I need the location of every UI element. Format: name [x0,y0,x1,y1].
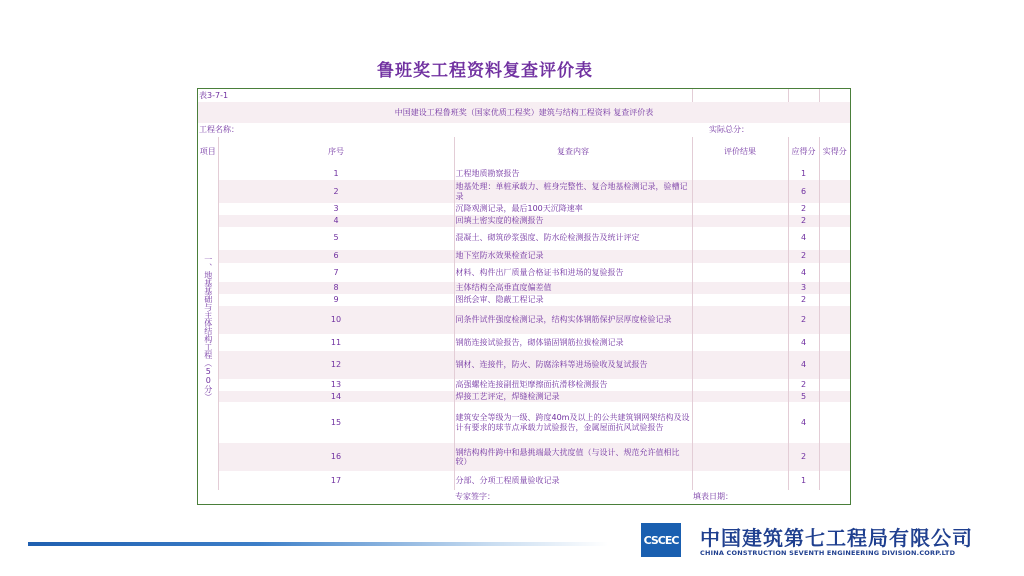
row-number: 12 [218,351,454,379]
header-due-score: 应得分 [788,137,819,167]
row-result [692,282,788,294]
row-number: 4 [218,215,454,227]
row-due-score: 5 [788,391,819,403]
row-actual-score [819,203,850,215]
row-content: 高强螺栓连接副扭矩摩擦面抗滑移检测报告 [454,379,692,391]
row-result [692,391,788,403]
row-actual-score [819,351,850,379]
footer-accent-line [28,542,608,546]
row-due-score: 1 [788,167,819,180]
row-number: 2 [218,180,454,203]
row-actual-score [819,379,850,391]
row-result [692,203,788,215]
row-actual-score [819,167,850,180]
header-item: 项目 [198,137,218,167]
row-number: 14 [218,391,454,403]
row-due-score: 4 [788,227,819,250]
header-seq: 序号 [218,137,454,167]
row-number: 1 [218,167,454,180]
row-result [692,250,788,263]
row-actual-score [819,215,850,227]
row-result [692,215,788,227]
row-result [692,227,788,250]
table-row [198,282,850,294]
row-due-score: 2 [788,294,819,306]
row-content: 钢材、连接件，防火、防腐涂料等进场验收及复试报告 [454,351,692,379]
row-number: 8 [218,282,454,294]
row-content: 沉降观测记录，最后100天沉降速率 [454,203,692,215]
row-result [692,334,788,351]
table-row [198,263,850,283]
table-row [198,391,850,403]
table-row [198,471,850,490]
table-row [198,402,850,443]
row-actual-score [819,282,850,294]
row-due-score: 4 [788,402,819,443]
row-due-score: 1 [788,471,819,490]
row-number: 9 [218,294,454,306]
row-actual-score [819,334,850,351]
row-content: 混凝土、砌筑砂浆强度、防水砼检测报告及统计评定 [454,227,692,250]
actual-total-label: 实际总分： [709,124,749,134]
header-actual-score: 实得分 [822,147,847,157]
row-actual-score [819,294,850,306]
row-result [692,351,788,379]
row-result [692,402,788,443]
row-actual-score [819,263,850,283]
row-result [692,294,788,306]
row-number: 7 [218,263,454,283]
row-result [692,167,788,180]
row-actual-score [819,443,850,471]
section-label: 一、地基基础与主体结构工程（50分） [198,167,218,490]
row-actual-score [819,180,850,203]
table-row [198,294,850,306]
row-content: 分部、分项工程质量验收记录 [454,471,692,490]
header-result: 评价结果 [692,137,788,167]
row-result [692,180,788,203]
row-content: 钢结构构件跨中和悬挑端最大扰度值（与设计、规范允许值相比较） [454,443,692,471]
row-actual-score [819,402,850,443]
row-result [692,263,788,283]
row-content: 图纸会审、隐蔽工程记录 [454,294,692,306]
table-row [198,203,850,215]
row-number: 10 [218,306,454,334]
row-content: 建筑安全等级为一级、跨度40m及以上的公共建筑钢网架结构及设计有要求的球节点承载力试验报告，金属屋面抗风试验报告 [454,402,692,443]
row-content: 地下室防水效果检查记录 [454,250,692,263]
row-due-score: 2 [788,379,819,391]
fill-date-label: 填表日期： [693,492,733,502]
row-content: 地基处理：单桩承载力、桩身完整性、复合地基检测记录，验槽记录 [454,180,692,203]
table-number: 表3-7-1 [198,89,692,102]
company-logo [641,523,681,557]
row-due-score: 4 [788,263,819,283]
row-actual-score [819,227,850,250]
row-number: 6 [218,250,454,263]
row-actual-score [819,391,850,403]
row-content: 材料、构件出厂质量合格证书和进场的复验报告 [454,263,692,283]
row-content: 工程地质勘察报告 [454,167,692,180]
table-row [198,227,850,250]
row-content: 主体结构全高垂直度偏差值 [454,282,692,294]
row-due-score: 4 [788,334,819,351]
table-row [198,180,850,203]
review-table [197,88,851,505]
table-row [198,379,850,391]
row-result [692,443,788,471]
page-title: 鲁班奖工程资料复查评价表 [377,61,593,81]
company-name-en: CHINA CONSTRUCTION SEVENTH ENGINEERING DIVISION.CORP.LTD [700,549,956,557]
table-row [198,167,850,180]
row-due-score: 2 [788,443,819,471]
project-name-label: 工程名称： [199,124,239,134]
row-number: 3 [218,203,454,215]
row-due-score: 2 [788,203,819,215]
row-number: 16 [218,443,454,471]
row-actual-score [819,471,850,490]
row-due-score: 2 [788,215,819,227]
logo-text: CSCEC [643,533,679,547]
row-content: 同条件试件强度检测记录，结构实体钢筋保护层厚度检验记录 [454,306,692,334]
row-number: 15 [218,402,454,443]
table-row [198,351,850,379]
row-result [692,306,788,334]
row-due-score: 2 [788,306,819,334]
header-content: 复查内容 [454,137,692,167]
company-name-cn: 中国建筑第七工程局有限公司 [700,526,973,550]
expert-signature-label: 专家签字： [455,492,495,502]
row-due-score: 4 [788,351,819,379]
row-result [692,379,788,391]
row-result [692,471,788,490]
table-caption: 中国建设工程鲁班奖（国家优质工程奖）建筑与结构工程资料 复查评价表 [394,107,654,117]
row-number: 11 [218,334,454,351]
table-row [198,443,850,471]
row-number: 13 [218,379,454,391]
row-actual-score [819,306,850,334]
row-actual-score [819,250,850,263]
table-row [198,250,850,263]
row-number: 5 [218,227,454,250]
review-table-grid [198,89,850,504]
row-due-score: 3 [788,282,819,294]
row-content: 钢筋连接试验报告，砌体锚固钢筋拉拔检测记录 [454,334,692,351]
row-due-score: 2 [788,250,819,263]
row-content: 焊接工艺评定，焊缝检测记录 [454,391,692,403]
table-row [198,215,850,227]
row-content: 回填土密实度的检测报告 [454,215,692,227]
table-row [198,306,850,334]
row-number: 17 [218,471,454,490]
table-row [198,334,850,351]
row-due-score: 6 [788,180,819,203]
